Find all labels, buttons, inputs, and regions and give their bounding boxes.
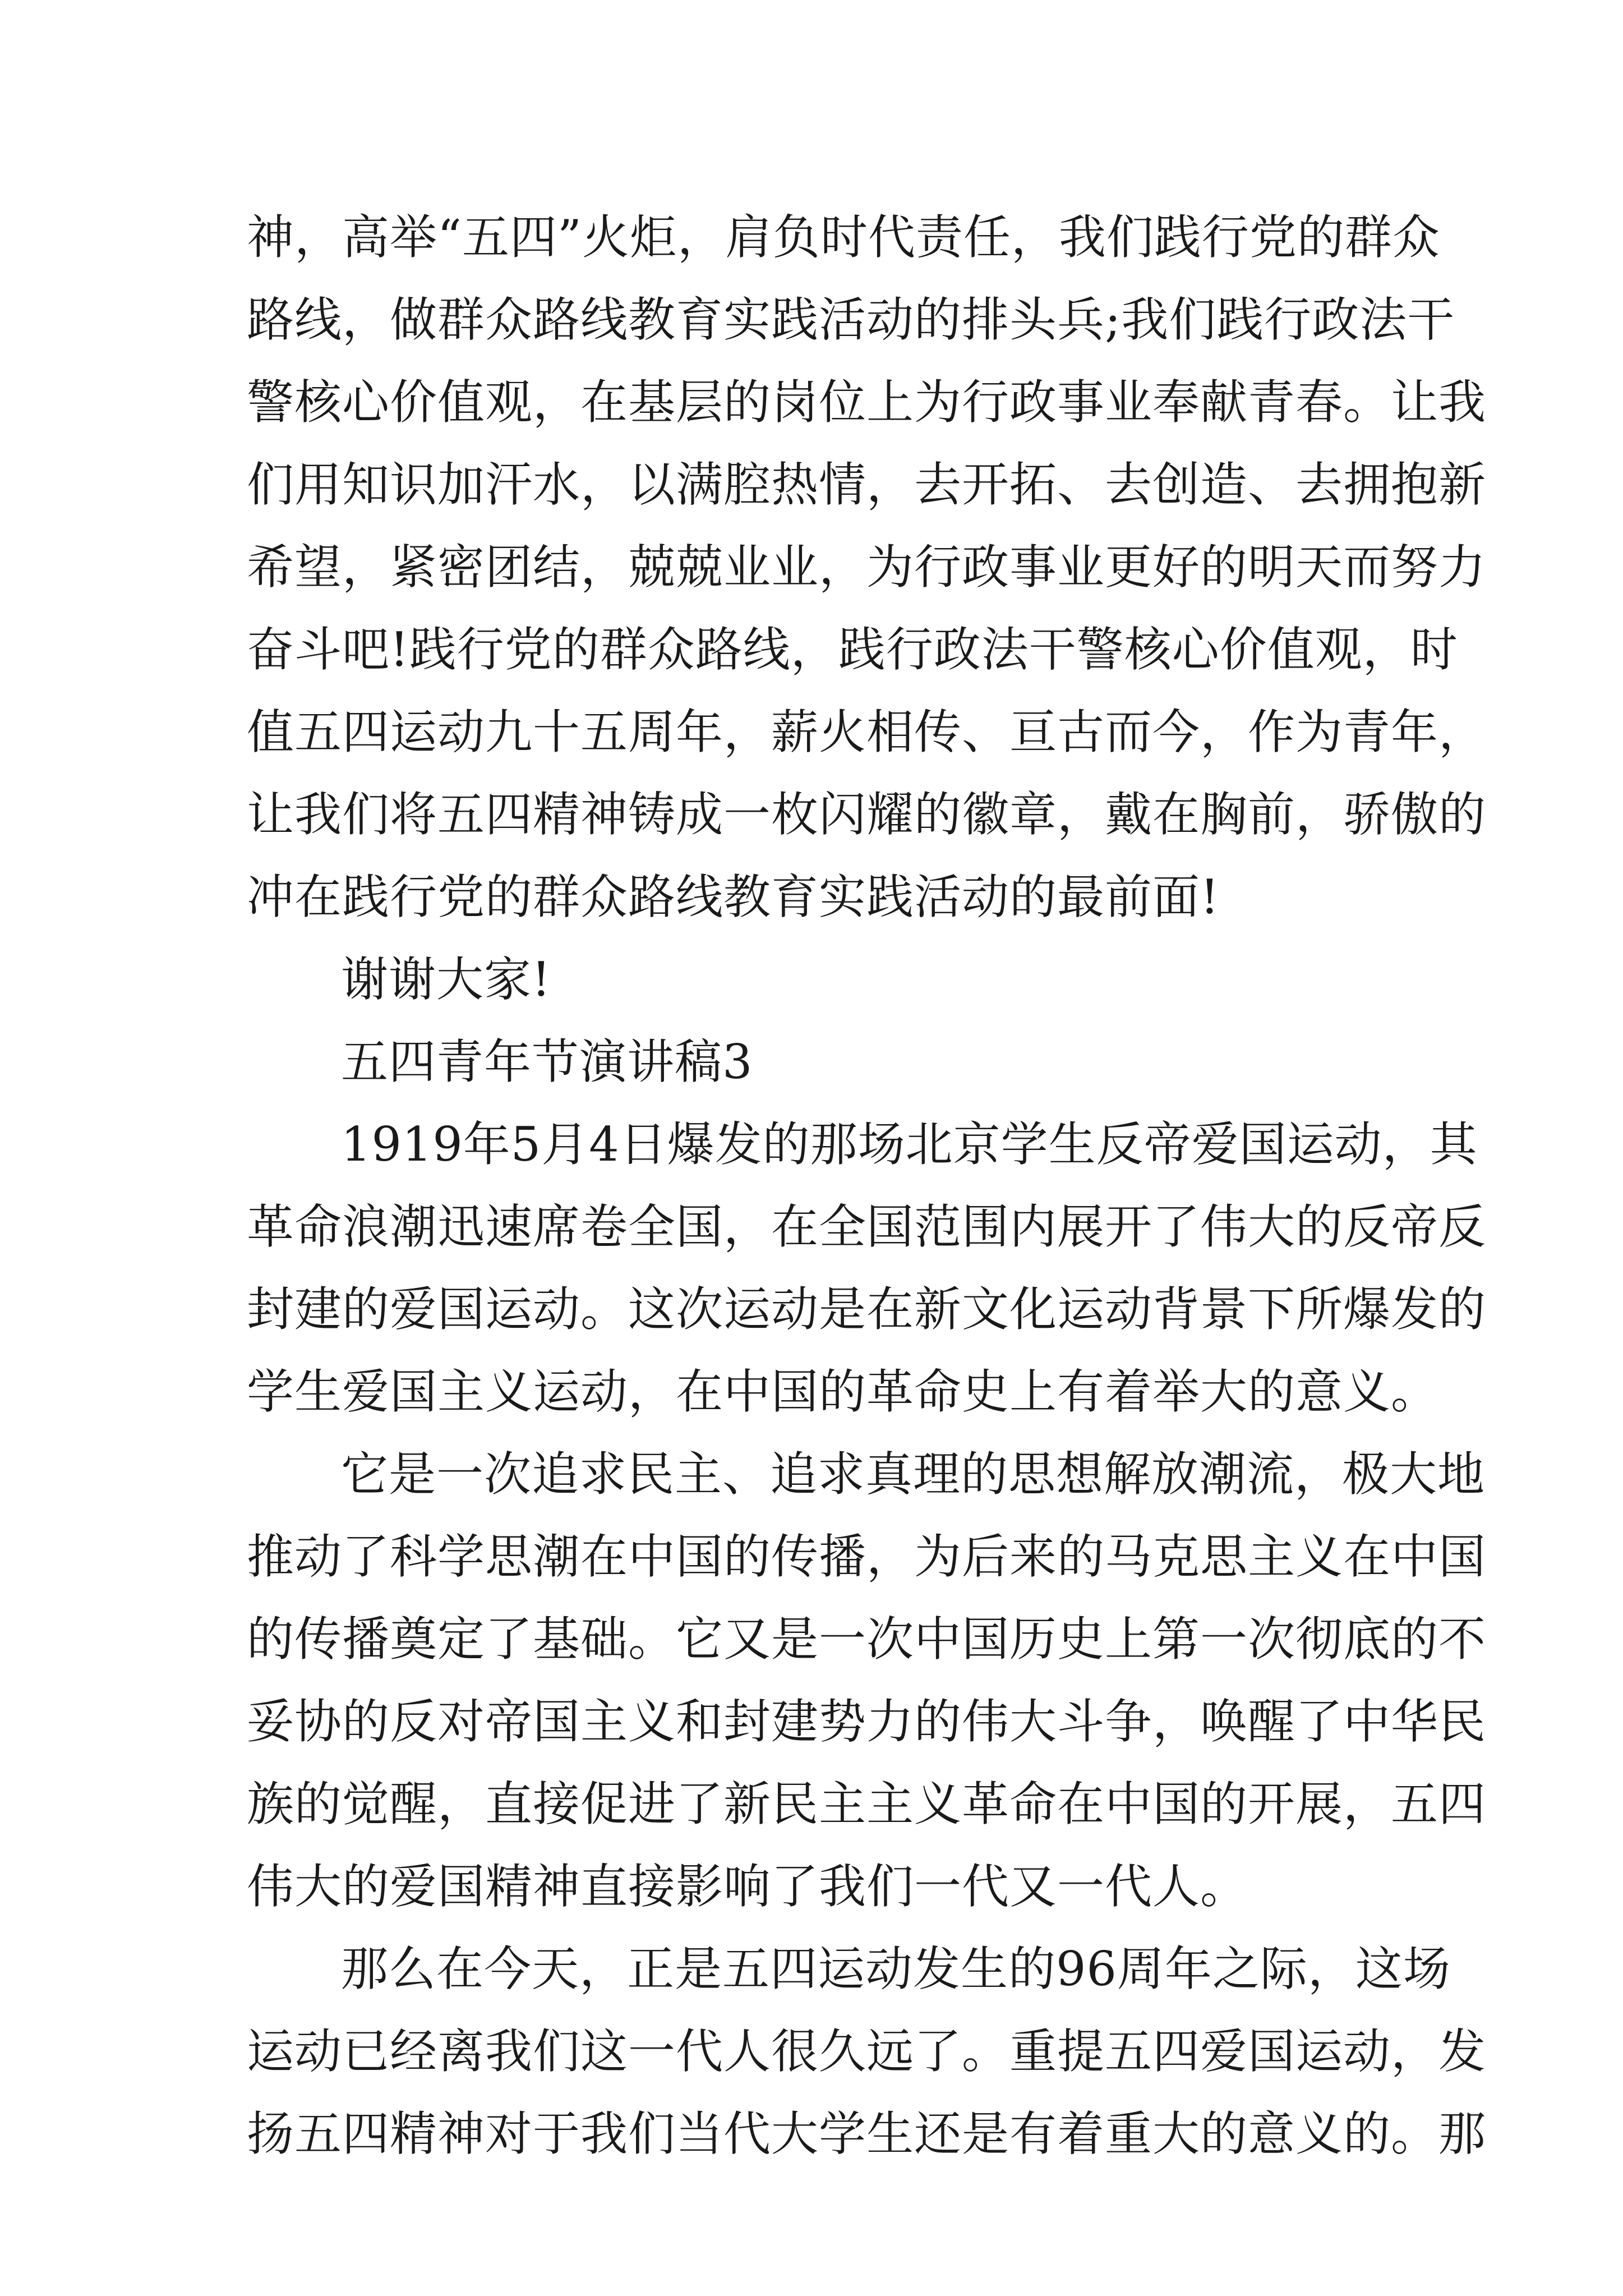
body-line: 封建的爱国运动。这次运动是在新文化运动背景下所爆发的 [247,1282,1487,1337]
body-line: 路线，做群众路线教育实践活动的排头兵;我们践行政法干 [247,292,1455,347]
body-line: 奋斗吧!践行党的群众路线，践行政法干警核心价值观，时 [247,622,1458,677]
body-line: 伟大的爱国精神直接影响了我们一代又一代人。 [247,1859,1248,1914]
body-line: 族的觉醒，直接促进了新民主主义革命在中国的开展，五四 [247,1777,1487,1832]
body-line: 妥协的反对帝国主义和封建势力的伟大斗争，唤醒了中华民 [247,1694,1487,1749]
body-line: 希望，紧密团结，兢兢业业，为行政事业更好的明天而努力 [247,540,1487,595]
body-line: 革命浪潮迅速席卷全国，在全国范围内展开了伟大的反帝反 [247,1199,1487,1254]
body-line: 学生爱国主义运动，在中国的革命史上有着举大的意义。 [247,1364,1439,1419]
body-line: 运动已经离我们这一代人很久远了。重提五四爱国运动，发 [247,2024,1487,2079]
thanks-line: 谢谢大家! [341,952,551,1007]
body-line: 们用知识加汗水，以满腔热情，去开拓、去创造、去拥抱新 [247,457,1487,512]
body-line: 神，高举“五四”火炬，肩负时代责任，我们践行党的群众 [247,210,1440,265]
body-line: 让我们将五四精神铸成一枚闪耀的徽章，戴在胸前，骄傲的 [247,787,1487,842]
body-line: 冲在践行党的群众路线教育实践活动的最前面! [247,869,1220,924]
body-line: 1919年5月4日爆发的那场北京学生反帝爱国运动，其 [341,1117,1478,1172]
body-line: 警核心价值观，在基层的岗位上为行政事业奉献青春。让我 [247,375,1487,430]
body-line: 推动了科学思潮在中国的传播，为后来的马克思主义在中国 [247,1529,1487,1584]
section-heading: 五四青年节演讲稿3 [341,1034,753,1089]
body-line: 它是一次追求民主、追求真理的思想解放潮流，极大地 [341,1447,1486,1502]
body-line: 那么在今天，正是五四运动发生的96周年之际，这场 [341,1941,1451,1996]
body-line: 值五四运动九十五周年，薪火相传、亘古而今，作为青年， [247,705,1487,760]
document-body [247,196,1487,2175]
body-line: 扬五四精神对于我们当代大学生还是有着重大的意义的。那 [247,2106,1487,2161]
body-line: 的传播奠定了基础。它又是一次中国历史上第一次彻底的不 [247,1612,1487,1667]
